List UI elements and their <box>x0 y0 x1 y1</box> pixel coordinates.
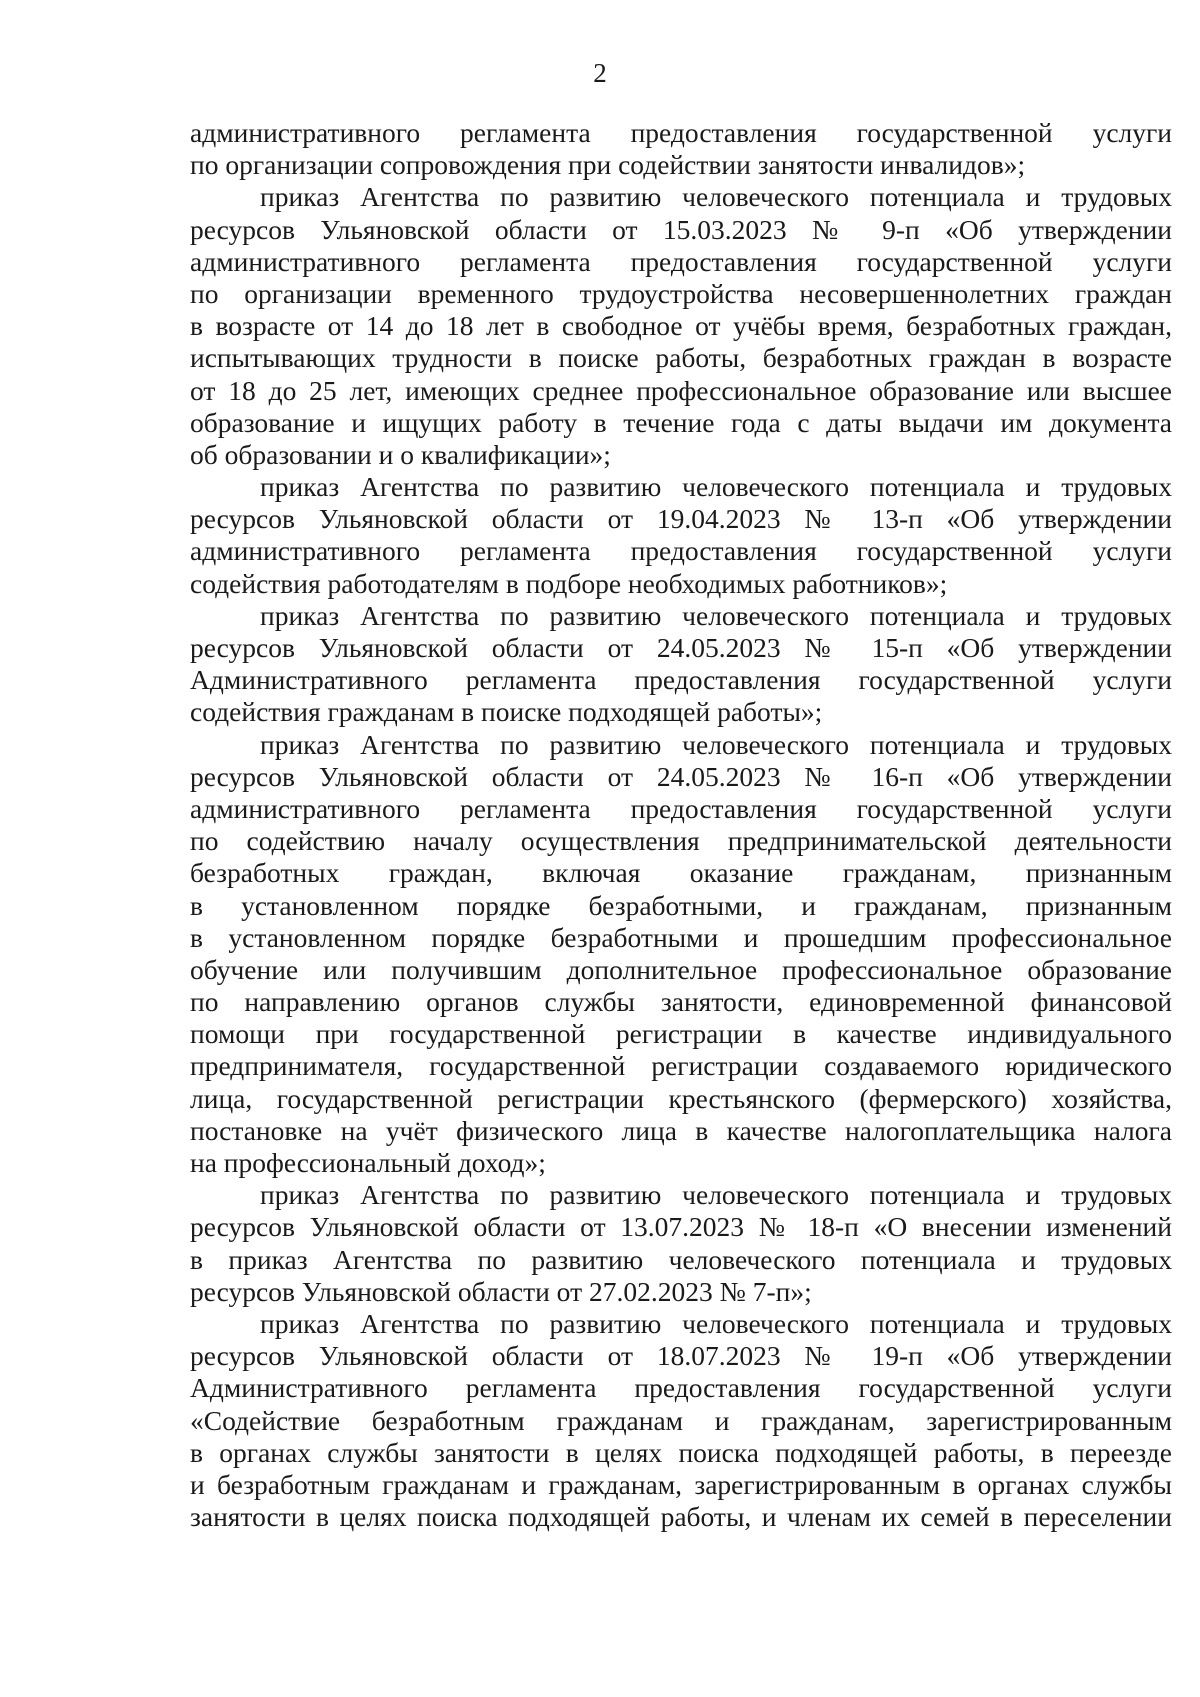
text-line: по направлению органов службы занятости, единовременной финансовой <box>190 986 1172 1018</box>
text-line: приказ Агентства по развитию человеческого потенциала и трудовых <box>260 1307 1172 1339</box>
text-line: приказ Агентства по развитию человеческого потенциала и трудовых <box>260 728 1172 760</box>
text-line: предпринимателя, государственной регистрации создаваемого юридического <box>190 1050 1172 1082</box>
paragraph-order-13p <box>190 471 1172 600</box>
text-line: «Содействие безработным гражданам и гражданам, зарегистрированным <box>190 1404 1172 1436</box>
text-line: ресурсов Ульяновской области от 24.05.2023 № 16-п «Об утверждении <box>190 760 1172 792</box>
text-line: в установленном порядке безработными, и гражданам, признанным <box>190 889 1172 921</box>
text-line: от 18 до 25 лет, имеющих среднее профессиональное образование или высшее <box>190 374 1172 406</box>
paragraph-continuation <box>190 117 1172 181</box>
text-line: содействия гражданам в поиске подходящей работы»; <box>190 696 823 728</box>
text-line: по содействию началу осуществления предпринимательской деятельности <box>190 825 1172 857</box>
text-line: административного регламента предоставления государственной услуги <box>190 535 1172 567</box>
text-line: приказ Агентства по развитию человеческого потенциала и трудовых <box>260 1179 1172 1211</box>
text-line: лица, государственной регистрации крестьянского (фермерского) хозяйства, <box>190 1082 1172 1114</box>
text-line: в органах службы занятости в целях поиска подходящей работы, в переезде <box>190 1436 1172 1468</box>
text-line: ресурсов Ульяновской области от 27.02.2023 № 7-п»; <box>190 1275 812 1307</box>
paragraph-order-15p <box>190 600 1172 729</box>
text-line: помощи при государственной регистрации в качестве индивидуального <box>190 1018 1172 1050</box>
paragraph-order-9p <box>190 181 1172 471</box>
text-line: об образовании и о квалификации»; <box>190 438 611 470</box>
text-line: в приказ Агентства по развитию человеческого потенциала и трудовых <box>190 1243 1172 1275</box>
text-line: испытывающих трудности в поиске работы, безработных граждан в возрасте <box>190 342 1172 374</box>
text-line: ресурсов Ульяновской области от 15.03.2023 № 9-п «Об утверждении <box>190 213 1172 245</box>
text-line: Административного регламента предоставления государственной услуги <box>190 1372 1172 1404</box>
paragraph-order-16p <box>190 729 1172 1180</box>
text-line: образование и ищущих работу в течение года с даты выдачи им документа <box>190 406 1172 438</box>
text-line: ресурсов Ульяновской области от 13.07.2023 № 18-п «О внесении изменений <box>190 1211 1172 1243</box>
text-line: приказ Агентства по развитию человеческого потенциала и трудовых <box>260 471 1172 503</box>
text-line: административного регламента предоставления государственной услуги <box>190 245 1172 277</box>
text-line: и безработным гражданам и гражданам, зарегистрированным в органах службы <box>190 1468 1172 1500</box>
text-line: по организации временного трудоустройства несовершеннолетних граждан <box>190 277 1172 309</box>
text-line: содействия работодателям в подборе необходимых работников»; <box>190 567 948 599</box>
text-line: безработных граждан, включая оказание гражданам, признанным <box>190 857 1172 889</box>
text-line: административного регламента предоставления государственной услуги <box>190 117 1172 148</box>
text-line: занятости в целях поиска подходящей работы, и членам их семей в переселении <box>190 1501 1172 1533</box>
text-line: в установленном порядке безработными и прошедшим профессиональное <box>190 921 1172 953</box>
text-line: на профессиональный доход»; <box>190 1147 546 1178</box>
text-line: по организации сопровождения при содействии занятости инвалидов»; <box>190 149 1026 181</box>
paragraph-order-19p <box>190 1308 1172 1533</box>
text-line: Административного регламента предоставления государственной услуги <box>190 664 1172 696</box>
text-line: административного регламента предоставления государственной услуги <box>190 792 1172 824</box>
page-number: 2 <box>593 58 607 88</box>
text-line: в возрасте от 14 до 18 лет в свободное от учёбы время, безработных граждан, <box>190 310 1172 342</box>
text-line: ресурсов Ульяновской области от 19.04.2023 № 13-п «Об утверждении <box>190 503 1172 535</box>
text-line: обучение или получившим дополнительное профессиональное образование <box>190 953 1172 985</box>
document-body <box>190 117 1172 1533</box>
text-line: приказ Агентства по развитию человеческого потенциала и трудовых <box>260 181 1172 213</box>
paragraph-order-18p <box>190 1179 1172 1308</box>
text-line: ресурсов Ульяновской области от 18.07.2023 № 19-п «Об утверждении <box>190 1340 1172 1372</box>
text-line: ресурсов Ульяновской области от 24.05.2023 № 15-п «Об утверждении <box>190 632 1172 663</box>
text-line: приказ Агентства по развитию человеческого потенциала и трудовых <box>260 599 1172 631</box>
text-line: постановке на учёт физического лица в качестве налогоплательщика налога <box>190 1114 1172 1146</box>
